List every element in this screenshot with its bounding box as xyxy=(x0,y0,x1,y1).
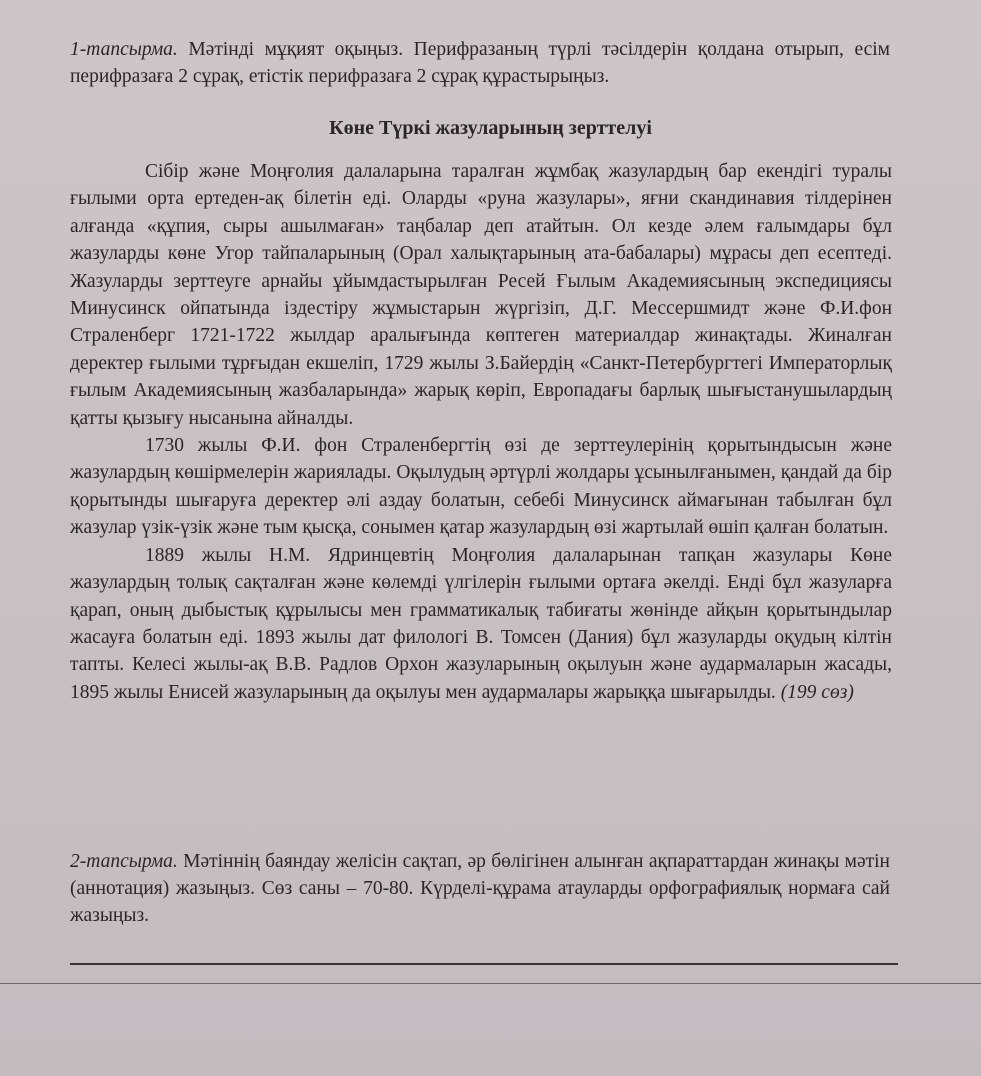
task-1 xyxy=(70,36,890,90)
word-count: (199 сөз) xyxy=(780,681,854,703)
answer-line xyxy=(70,963,898,965)
paragraph-3 xyxy=(70,542,892,706)
task-2-text: Мәтіннің баяндау желісін сақтап, әр бөлігінен алынған ақпараттардан жинақы мәтін (аннотация) жазыңыз. Сөз саны – 70-80. Күрделі-құрама атауларды орфографиялық нормаға сай жазыңыз. xyxy=(70,851,890,926)
paragraph-2: 1730 жылы Ф.И. фон Страленбергтің өзі де зерттеулерінің қорытындысын және жазулардың көшірмелерін жариялады. Оқылудың әртүрлі жолдары ұсынылғанымен, қандай да бір қорытынды шығаруға деректер әлі аздау болатын, себебі Минусинск аймағынан табылған бұл жазулар үзік-үзік және тым қысқа, сонымен қатар жазулардың өзі жартылай өшіп қалған болатын. xyxy=(70,435,892,539)
text-title: Көне Түркі жазуларының зерттелуі xyxy=(329,117,652,139)
paragraph-1: Сібір және Моңғолия далаларына таралған жұмбақ жазулардың бар екендігі туралы ғылыми орта ертеден-ақ білетін еді. Оларды «руна жазулары», яғни скандинавия тілдерінен алғанда «құпия, сыры ашылмаған» таңбалар деп атайтын. Ол кезде әлем ғалымдары бұл жазуларды көне Угор тайпаларының (Орал халықтарының ата-бабалары) мұрасы деп есептеді. Жазуларды зерттеуге арнайы ұйымдастырылған Ресей Ғылым Академиясының экспедициясы Минусинск ойпатында іздестіру жұмыстарын жүргізіп, Д.Г. Мессершмидт және Ф.И.фон Страленберг 1721-1722 жылдар аралығында көптеген материалдар жинақтады. Жиналған деректер ғылыми тұрғыдан екшеліп, 1729 жылы З.Байердің «Санкт-Петербургтегі Императорлық ғылым Академиясының жазбаларында» жарық көріп, Европадағы барлық шығыстанушылардың қатты қызығу нысанына айналды. xyxy=(70,161,892,429)
task-2-label: 2-тапсырма. xyxy=(70,851,178,872)
task-2 xyxy=(70,848,890,929)
main-text xyxy=(70,158,892,706)
task-1-text: Мәтінді мұқият оқыңыз. Перифразаның түрлі тәсілдерін қолдана отырып, есім перифразаға 2 сұрақ, етістік перифразаға 2 сұрақ құрастырыңыз. xyxy=(70,39,891,87)
paragraph-3-text: 1889 жылы Н.М. Ядринцевтің Моңғолия далаларынан тапқан жазулары Көне жазулардың толық сақталған және көлемді үлгілерін ғылыми ортаға әкелді. Енді бұл жазуларға қарап, оның дыбыстық құрылысы мен грамматикалық табиғаты жөнінде айқын қорытындылар жасауға болатын еді. 1893 жылы дат филологі В. Томсен (Дания) бұл жазуларды оқудың кілтін тапты. Келесі жылы-ақ В.В. Радлов Орхон жазуларының оқылуын және аудармаларын жасады, 1895 жылы Енисей жазуларының да оқылуы мен аудармалары жарыққа шығарылды. xyxy=(70,544,892,703)
page-fold-line xyxy=(0,983,981,984)
task-1-label: 1-тапсырма. xyxy=(70,39,178,60)
